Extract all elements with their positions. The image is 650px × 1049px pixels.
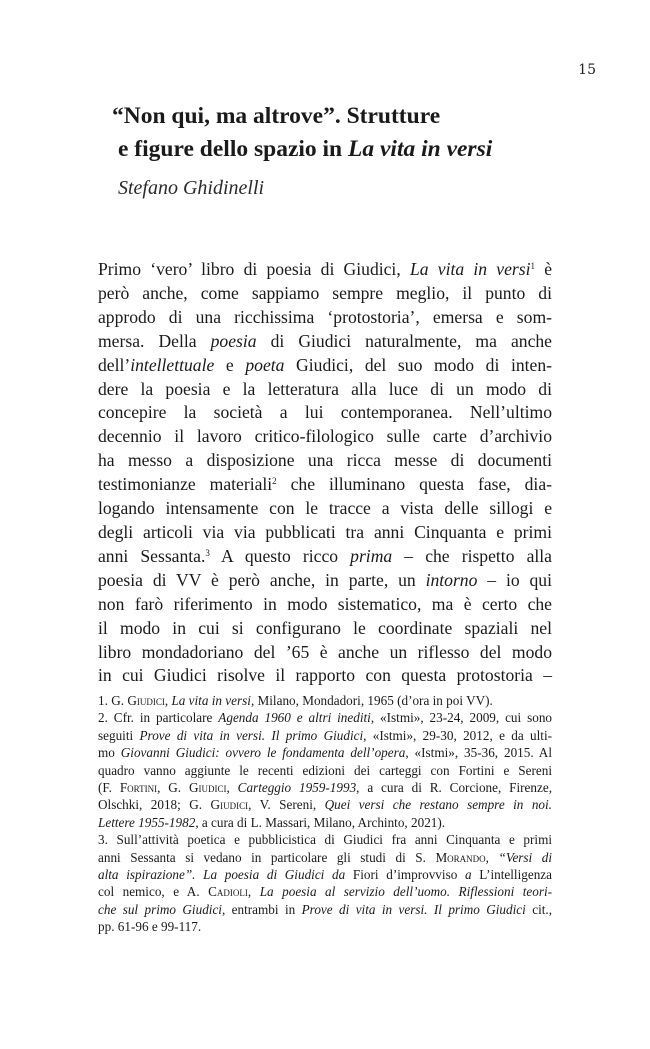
text: anni Sessanta si vedano in particolare gli studi di S.: [98, 849, 436, 865]
footnote-line: pp. 61-96 e 99-117.: [98, 919, 202, 935]
footnote-line: [98, 692, 552, 709]
body-paragraph: [98, 258, 552, 688]
text: testimonianze materiali: [98, 474, 273, 495]
author-surname: Morando: [435, 849, 486, 865]
text: dell’: [98, 354, 131, 375]
author-name: Stefano Ghidinelli: [118, 177, 265, 199]
footnote-line: [98, 727, 552, 744]
body-line: logando intensamente con le tracce a vista delle sillogi e: [98, 498, 552, 519]
text: A questo ricco: [209, 545, 351, 566]
italic-text: prima: [350, 545, 393, 566]
text: ,: [164, 693, 172, 708]
text: 2. Cfr. in particolare: [98, 710, 219, 726]
text: – che rispetto alla: [392, 545, 552, 566]
italic-text: Prove di vita in versi. Il primo Giudici: [139, 727, 364, 743]
text: , a cura di L. Massari, Milano, Archinto, 2021).: [195, 814, 446, 830]
body-line: [98, 258, 552, 282]
author-surname: Cadioli: [208, 884, 248, 900]
italic-text: poesia: [210, 330, 257, 351]
italic-text: La vita in versi: [171, 693, 251, 708]
italic-text: Quei versi che restano sempre in noi.: [324, 797, 552, 813]
body-line: non farò riferimento in modo sistematico, ma è certo che: [98, 593, 552, 614]
text: mo: [98, 745, 121, 761]
text: ,: [247, 884, 260, 900]
footnote-line: [98, 901, 552, 918]
italic-text: intellettuale: [130, 354, 215, 375]
italic-text: Prove di vita in versi. Il primo Giudici: [301, 901, 526, 917]
author-surname: Giudici: [127, 693, 165, 708]
text: 1. G.: [98, 693, 128, 708]
text: – io qui: [477, 569, 552, 590]
body-line: [98, 569, 552, 593]
text: , a cura di R. Corcione, Firenze,: [356, 780, 553, 796]
article-header: [112, 100, 582, 200]
body-line: [98, 354, 552, 378]
text: anni Sessanta.: [98, 545, 206, 566]
footnote-line: [98, 849, 552, 866]
title-text: e figure dello spazio in: [118, 136, 348, 162]
text: Primo ‘vero’ libro di poesia di Giudici,: [98, 259, 410, 279]
text: , «Istmi», 23-24, 2009, cui sono: [370, 710, 553, 726]
footnote-line: 3. Sull’attività poetica e pubblicistica di Giudici fra anni Cinquanta e primi: [98, 832, 552, 848]
text: , «Istmi», 29-30, 2012, e da ulti-: [363, 727, 553, 743]
italic-text: a: [464, 867, 472, 883]
text: e: [214, 354, 246, 375]
text: col nemico, e A.: [98, 884, 209, 900]
text: , Milano, Mondadori, 1965 (d’ora in poi VV).: [250, 693, 493, 708]
text: di Giudici naturalmente, ma anche: [256, 330, 552, 351]
body-line: [98, 473, 552, 497]
italic-text: La vita in versi: [409, 259, 531, 279]
body-line: approdo di una ricchissima ‘protostoria’, emersa e som-: [98, 306, 552, 327]
footnote-ref-1[interactable]: 1: [530, 261, 535, 271]
italic-text: “Versi di: [498, 849, 553, 865]
italic-text: Lettere 1955-1982: [98, 814, 196, 830]
footnote-line: [98, 814, 552, 831]
footnote-line: [98, 709, 552, 726]
body-line: concepire la società a lui contemporanea. Nell’ultimo: [98, 402, 552, 423]
body-line: [98, 330, 552, 354]
text: , V. Sereni,: [248, 797, 325, 813]
body-line: libro mondadoriano del ’65 è anche un riflesso del modo: [98, 641, 552, 662]
body-line: il modo in cui si configurano le coordinate spaziali nel: [98, 617, 552, 638]
body-line: ha messo a disposizione una ricca messe di documenti: [98, 450, 552, 471]
italic-text: intorno: [425, 569, 478, 590]
italic-text: alta ispirazione”. La poesia di Giudici da: [98, 867, 346, 883]
text: seguiti: [98, 727, 140, 743]
text: , entrambi in: [221, 901, 302, 917]
text: mersa. Della: [98, 330, 211, 351]
footnote-ref-2[interactable]: 2: [272, 476, 277, 487]
title-italic-text: La vita in versi: [348, 136, 493, 162]
article-title-line-2: [112, 133, 582, 166]
text: ,: [226, 780, 238, 796]
text: L’intelligenza: [471, 867, 553, 883]
body-line: degli articoli via via pubblicati tra anni Cinquanta e primi: [98, 521, 552, 542]
text: Fiori d’improvviso: [345, 867, 465, 883]
text: è: [534, 259, 552, 279]
page-number: 15: [578, 62, 596, 78]
footnote-line: [98, 866, 552, 883]
footnote-line: [98, 779, 552, 796]
body-line: in cui Giudici risolve il rapporto con questa protostoria –: [98, 665, 552, 686]
article-title-line-1: “Non qui, ma altrove”. Strutture: [112, 103, 441, 129]
italic-text: Giovanni Giudici: ovvero le fondamenta dell’opera: [120, 745, 406, 761]
author-surname: Fortini: [119, 780, 158, 796]
author-surname: Giudici: [188, 780, 227, 796]
footnote-line: [98, 744, 552, 761]
body-line: decennio il lavoro critico-filologico sulle carte d’archivio: [98, 426, 552, 447]
italic-text: che sul primo Giudici: [98, 901, 222, 917]
author-surname: Giudici: [210, 797, 249, 813]
text: , «Istmi», 35-36, 2015. Al: [405, 745, 552, 761]
footnotes: [98, 692, 552, 936]
text: ,: [485, 849, 499, 865]
italic-text: poeta: [245, 354, 285, 375]
text: poesia di VV è però anche, in parte, un: [98, 569, 426, 590]
body-line: però anche, come sappiamo sempre meglio, il punto di: [98, 282, 552, 303]
body-line: dere la poesia e la letteratura alla luce di un modo di: [98, 378, 552, 399]
text: che illuminano questa fase, dia-: [276, 474, 552, 495]
text: (F.: [98, 780, 120, 796]
italic-text: Carteggio 1959-1993: [237, 780, 357, 796]
italic-text: La poesia al servizio dell’uomo. Riflessioni teori-: [259, 884, 553, 900]
text: Olschki, 2018; G.: [98, 797, 211, 813]
text: cit.,: [525, 901, 552, 917]
body-line: [98, 545, 552, 569]
text: , G.: [157, 780, 189, 796]
italic-text: Agenda 1960 e altri inediti: [218, 710, 371, 726]
footnote-line: quadro vanno aggiunte le recenti edizioni dei carteggi con Fortini e Sereni: [98, 762, 552, 778]
footnote-ref-3[interactable]: 3: [205, 547, 210, 558]
footnote-line: [98, 796, 552, 813]
text: Giudici, del suo modo di inten-: [284, 354, 553, 375]
footnote-line: [98, 883, 552, 900]
